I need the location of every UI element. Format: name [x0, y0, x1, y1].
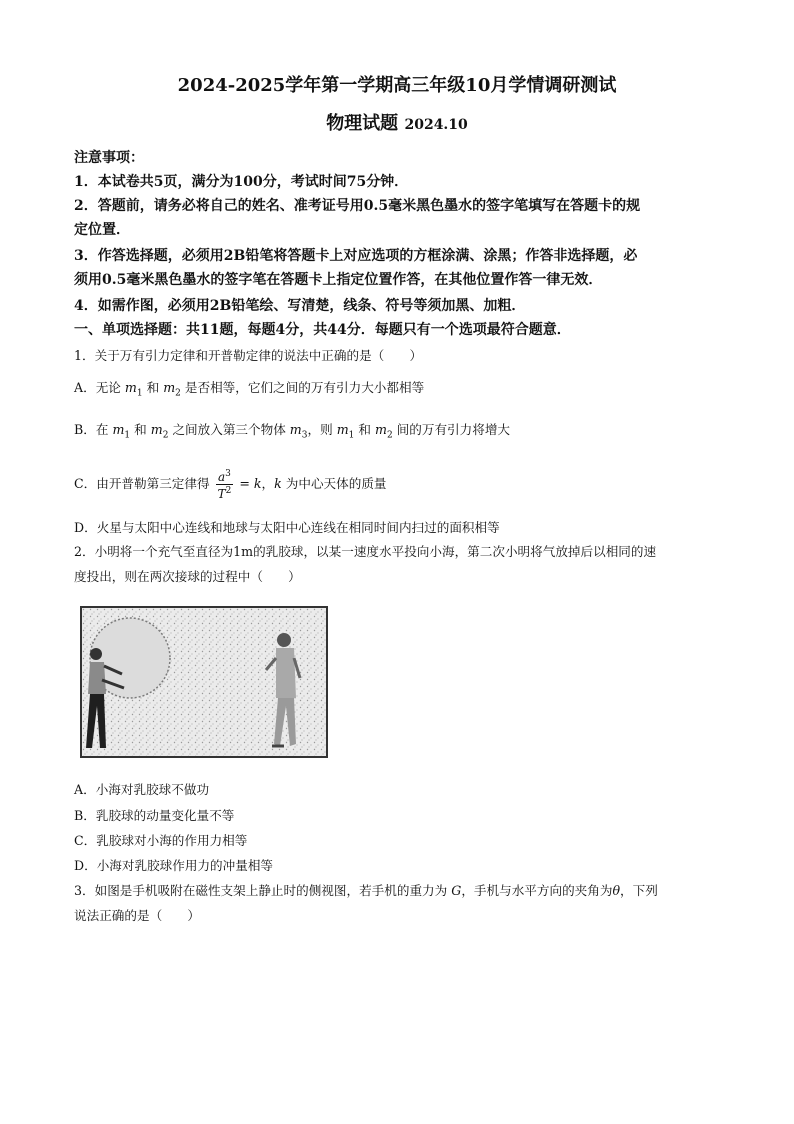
q1-stem: 1．关于万有引力定律和开普勒定律的说法中正确的是（ ） [74, 348, 423, 363]
q3-stem-line-2: 说法正确的是（ ） [74, 908, 200, 923]
exam-title: 2024-2025学年第一学期高三年级10月学情调研测试 [177, 75, 617, 96]
notes-heading: 注意事项： [74, 150, 144, 166]
q1-option-b: B．在 $m_1$ 和 $m_2$ 之间放入第三个物体 $m_3$，则 $m_1$ 和 $m_2$ 间的万有引力将增大 [74, 422, 511, 441]
exam-subtitle [0, 112, 794, 137]
q2-option-d: D．小海对乳胶球作用力的冲量相等 [74, 858, 274, 873]
subject-title: 物理试题 [326, 113, 399, 134]
q2-stem-line-2: 度投出，则在两次接球的过程中（ ） [74, 569, 301, 584]
q3-stem-line-1: 3．如图是手机吸附在磁性支架上静止时的侧视图，若手机的重力为 G，手机与水平方向的夹角为θ，下列 [74, 883, 658, 898]
q2-stem-line-1: 2．小明将一个充气至直径为1m的乳胶球，以某一速度水平投向小海，第二次小明将气放掉后以相同的速 [74, 544, 657, 559]
q1-option-c: C．由开普勒第三定律得 $\frac{a^3}{T^2}$ = k，k 为中心天体的质量 [74, 469, 387, 501]
section-heading: 一、单项选择题：共11题，每题4分，共44分．每题只有一个选项最符合题意． [74, 322, 571, 338]
q2-option-a: A．小海对乳胶球不做功 [74, 782, 210, 797]
note-4: 4．如需作图，必须用2B铅笔绘、写清楚，线条、符号等须加黑、加粗． [74, 298, 526, 314]
note-3-line-1: 3．作答选择题，必须用2B铅笔将答题卡上对应选项的方框涂满、涂黑；作答非选择题，必 [74, 248, 638, 264]
q1-option-a: A．无论 $m_1$ 和 $m_2$ 是否相等，它们之间的万有引力大小都相等 [74, 380, 425, 399]
note-2-line-2: 定位置． [74, 222, 130, 238]
ball-throwing-figure [80, 606, 328, 758]
note-3-line-2: 须用0.5毫米黑色墨水的签字笔在答题卡上指定位置作答，在其他位置作答一律无效． [74, 272, 603, 288]
kepler-fraction: $\frac{a^3}{T^2}$ [217, 469, 232, 501]
ball-throwing-illustration [82, 608, 326, 756]
note-2-line-1: 2．答题前，请务必将自己的姓名、准考证号用0.5毫米黑色墨水的签字笔填写在答题卡的规 [74, 198, 641, 214]
q2-option-b: B．乳胶球的动量变化量不等 [74, 808, 235, 823]
note-1: 1．本试卷共5页，满分为100分，考试时间75分钟． [74, 174, 409, 190]
q1-option-d: D．火星与太阳中心连线和地球与太阳中心连线在相同时间内扫过的面积相等 [74, 520, 500, 535]
exam-date: 2024.10 [404, 117, 468, 133]
q2-option-c: C．乳胶球对小海的作用力相等 [74, 833, 248, 848]
